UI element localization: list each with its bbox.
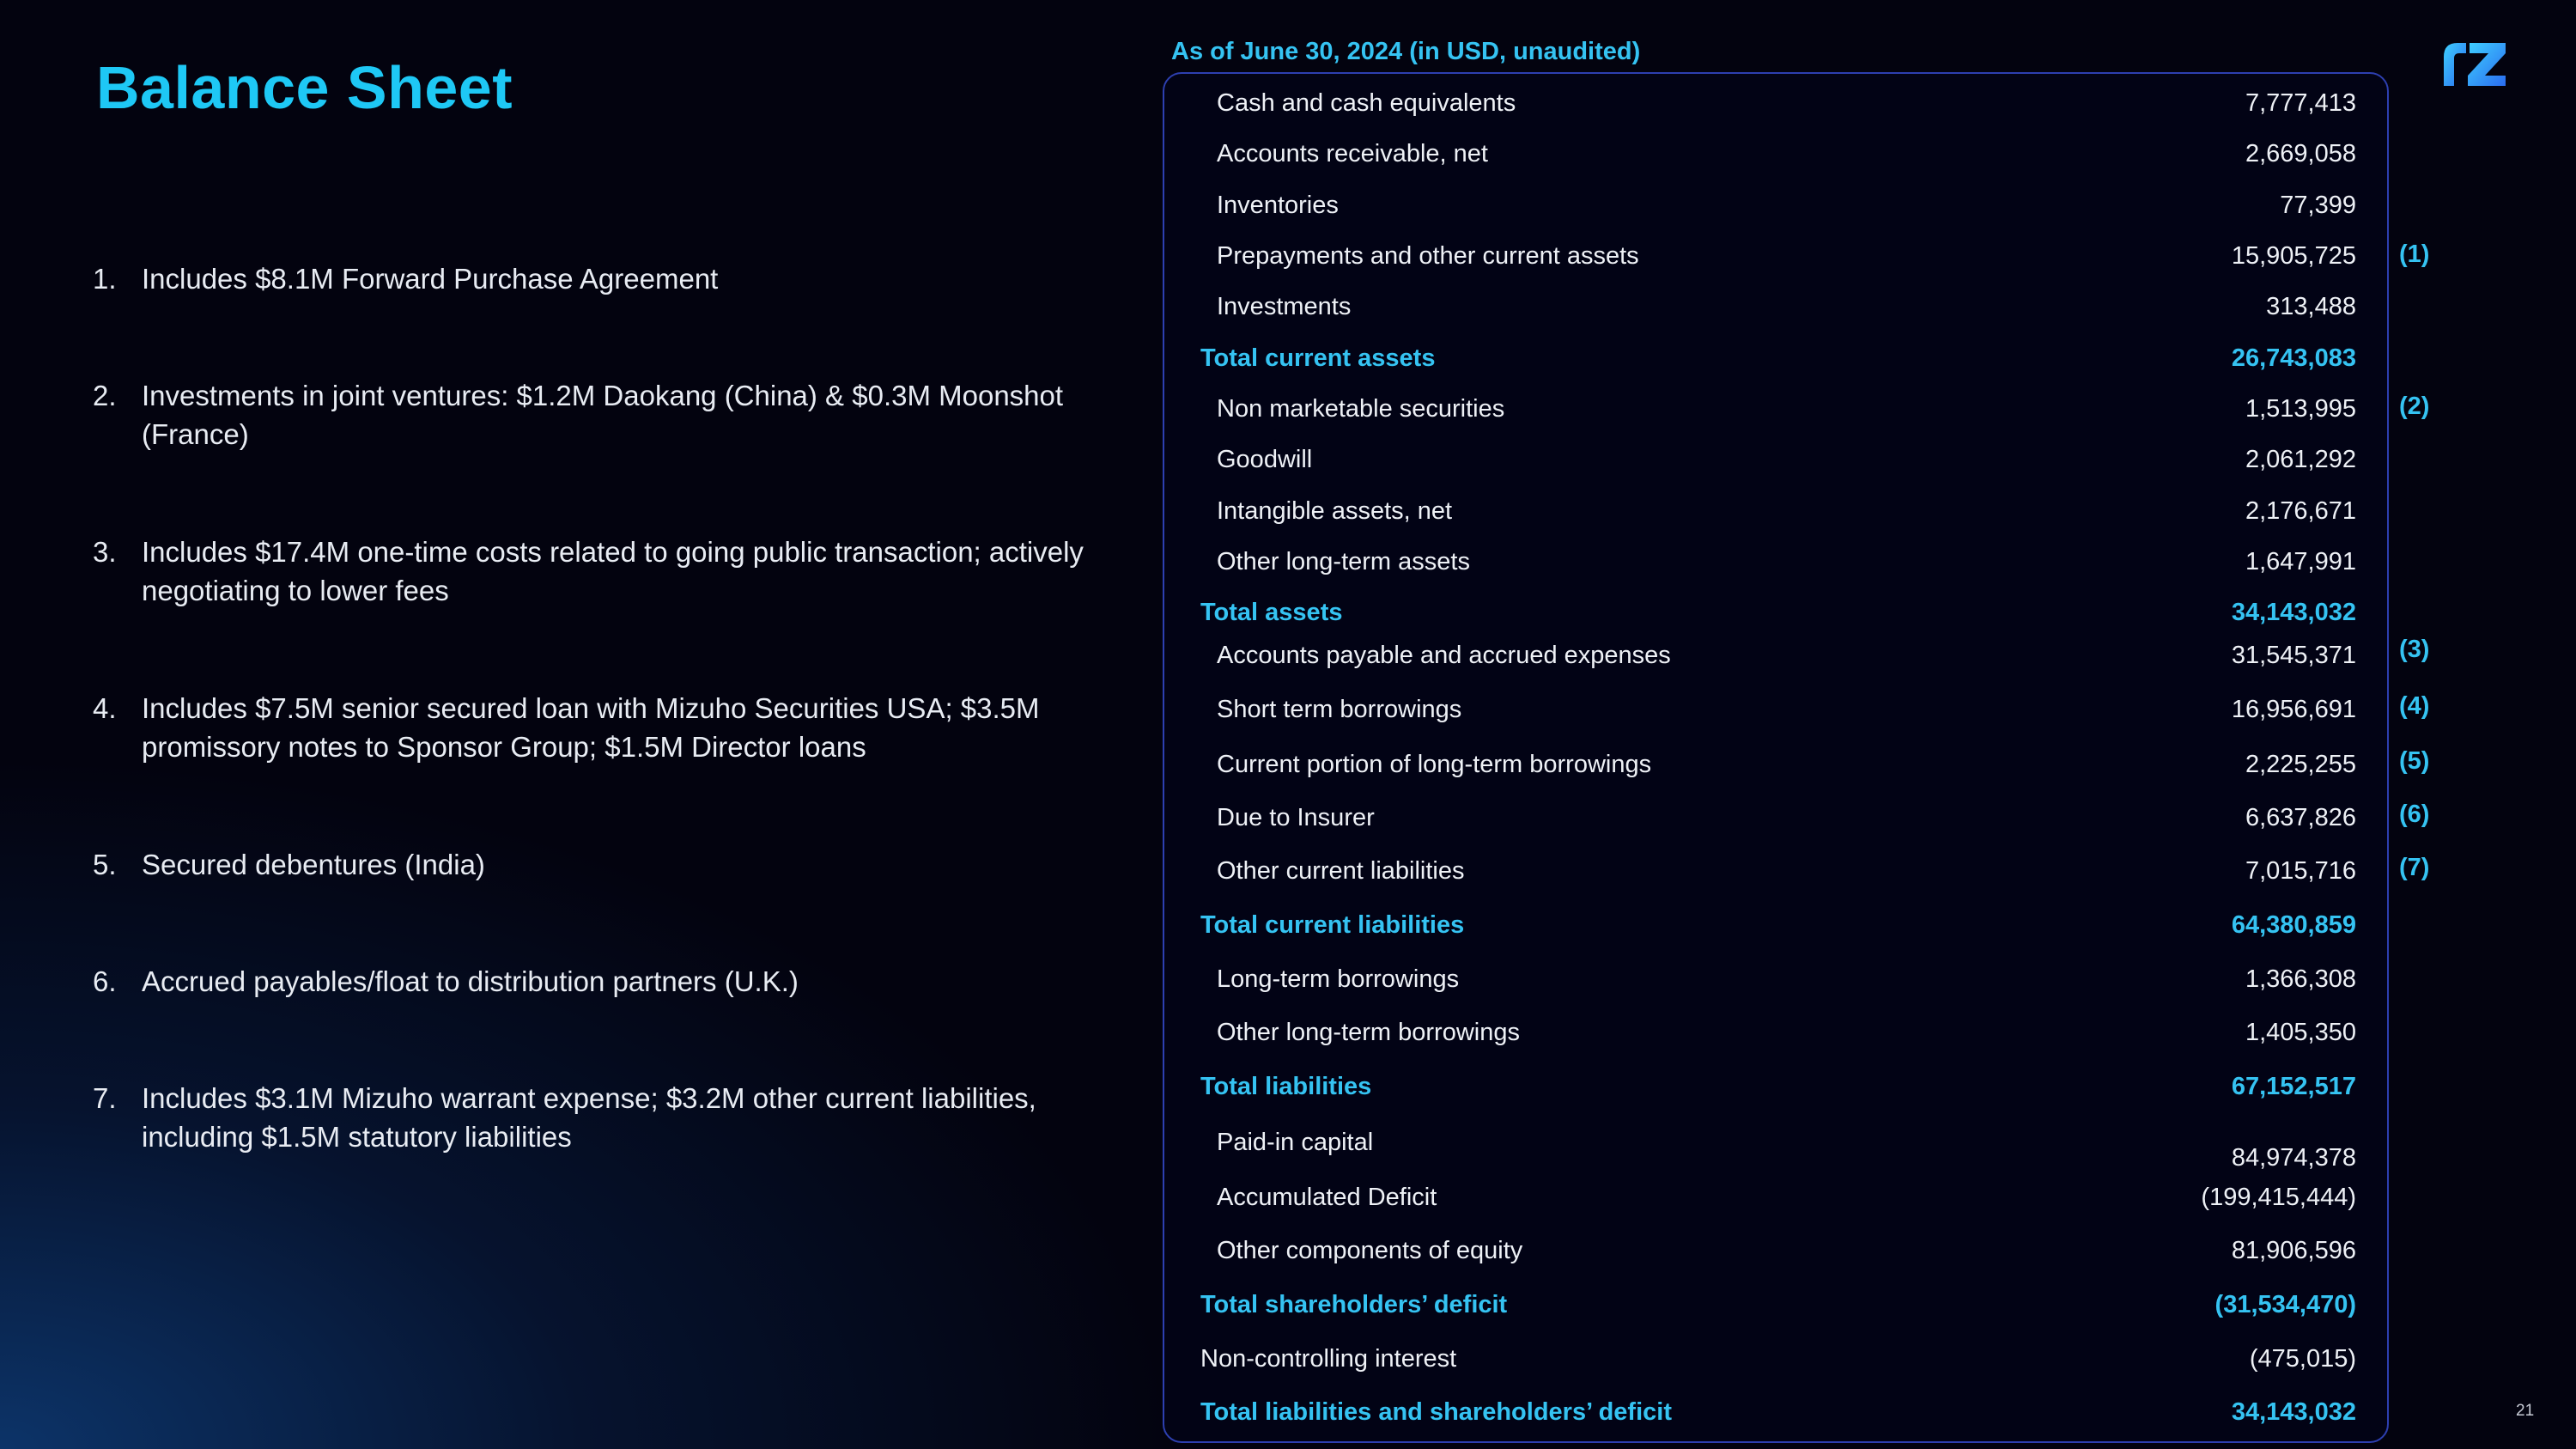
footnote-text: Accrued payables/float to distribution partners (U.K.) (142, 965, 799, 997)
table-row (1164, 1014, 2391, 1056)
row-value: 31,545,371 (2231, 642, 2356, 669)
footnote-ref-6: (6) (2399, 801, 2430, 828)
row-label: Total current assets (1200, 344, 1436, 372)
footnote-text: Includes $8.1M Forward Purchase Agreement (142, 263, 719, 295)
row-value: 1,647,991 (2245, 548, 2356, 575)
footnote-3 (93, 533, 1106, 610)
footnote-ref-5: (5) (2399, 747, 2430, 775)
total-row (1164, 1286, 2391, 1329)
row-label: Current portion of long-term borrowings (1217, 751, 1652, 778)
footnote-text: Includes $17.4M one-time costs related to going public transaction; actively negotiating to lower fees (142, 536, 1084, 606)
row-label: Total assets (1200, 599, 1343, 626)
table-row (1164, 746, 2391, 788)
table-row (1164, 237, 2391, 280)
row-value: 26,743,083 (2231, 344, 2356, 372)
row-value: 2,669,058 (2245, 140, 2356, 167)
row-label: Accounts receivable, net (1217, 140, 1488, 167)
page-title: Balance Sheet (96, 54, 513, 121)
footnote-2 (93, 376, 1106, 454)
row-label: Intangible assets, net (1217, 497, 1453, 525)
row-label: Short term borrowings (1217, 696, 1462, 723)
row-value: 1,513,995 (2245, 395, 2356, 423)
row-value: 2,176,671 (2245, 497, 2356, 525)
row-label: Paid-in capital (1217, 1129, 1374, 1156)
company-logo-icon (2440, 38, 2507, 88)
row-label: Other current liabilities (1217, 857, 1465, 885)
footnote-number: 3. (93, 536, 117, 568)
table-row (1164, 441, 2391, 484)
row-label: Due to Insurer (1217, 804, 1375, 831)
footnote-number: 7. (93, 1082, 117, 1114)
row-value: 7,015,716 (2245, 857, 2356, 885)
footnote-7 (93, 1079, 1106, 1156)
row-label: Other long-term assets (1217, 548, 1470, 575)
footnote-number: 6. (93, 965, 117, 997)
total-row (1164, 1068, 2391, 1111)
row-label: Other long-term borrowings (1217, 1019, 1520, 1046)
total-row (1164, 339, 2391, 382)
table-row (1164, 1178, 2391, 1221)
row-value: 34,143,032 (2231, 1398, 2356, 1426)
footnote-6 (93, 962, 1106, 1001)
table-row (1164, 186, 2391, 229)
footnote-number: 4. (93, 692, 117, 724)
row-label: Total liabilities and shareholders’ deficit (1200, 1398, 1672, 1426)
row-value: (31,534,470) (2215, 1291, 2356, 1318)
row-label: Total current liabilities (1200, 911, 1465, 939)
row-value: 1,366,308 (2245, 965, 2356, 993)
row-value: 34,143,032 (2231, 599, 2356, 626)
row-value: 15,905,725 (2231, 242, 2356, 270)
footnote-ref-1: (1) (2399, 240, 2430, 268)
footnote-text: Includes $7.5M senior secured loan with Mizuho Securities USA; $3.5M promissory notes to Sponsor Group; $1.5M Director loans (142, 692, 1040, 763)
footnote-4 (93, 689, 1106, 766)
table-row (1164, 543, 2391, 586)
row-label: Non marketable securities (1217, 395, 1505, 423)
table-row (1164, 1232, 2391, 1275)
row-value: 67,152,517 (2231, 1073, 2356, 1100)
row-value: 7,777,413 (2245, 89, 2356, 117)
total-row (1164, 906, 2391, 949)
row-label: Inventories (1217, 192, 1339, 219)
row-value: (199,415,444) (2201, 1184, 2356, 1211)
row-value: (475,015) (2249, 1345, 2356, 1373)
footnote-text: Secured debentures (India) (142, 849, 485, 880)
row-value: 64,380,859 (2231, 911, 2356, 939)
row-label: Cash and cash equivalents (1217, 89, 1516, 117)
row-value: 2,225,255 (2245, 751, 2356, 778)
row-label: Accumulated Deficit (1217, 1184, 1437, 1211)
footnote-number: 1. (93, 263, 117, 295)
total-row (1164, 1393, 2391, 1436)
total-row (1164, 594, 2391, 636)
table-row (1164, 84, 2391, 127)
footnote-1 (93, 259, 1106, 298)
footnote-number: 2. (93, 380, 117, 411)
row-value: 16,956,691 (2231, 696, 2356, 723)
table-row (1164, 390, 2391, 433)
footnote-number: 5. (93, 849, 117, 880)
table-row (1164, 799, 2391, 842)
row-value: 313,488 (2266, 293, 2356, 320)
row-label: Long-term borrowings (1217, 965, 1460, 993)
row-value: 77,399 (2280, 192, 2356, 219)
table-row (1164, 288, 2391, 331)
row-label: Investments (1217, 293, 1352, 320)
table-row (1164, 691, 2391, 734)
row-label: Prepayments and other current assets (1217, 242, 1639, 270)
table-row (1164, 135, 2391, 178)
row-value: 1,405,350 (2245, 1019, 2356, 1046)
row-value: 84,974,378 (2231, 1144, 2356, 1172)
footnote-ref-7: (7) (2399, 854, 2430, 881)
balance-sheet-table (1163, 72, 2389, 1443)
row-label: Total shareholders’ deficit (1200, 1291, 1508, 1318)
row-value: 2,061,292 (2245, 446, 2356, 473)
table-caption: As of June 30, 2024 (in USD, unaudited) (1171, 38, 1641, 65)
row-label: Non-controlling interest (1200, 1345, 1457, 1373)
footnote-ref-3: (3) (2399, 636, 2430, 663)
table-row (1164, 1123, 2391, 1180)
row-label: Goodwill (1217, 446, 1313, 473)
table-row (1164, 1340, 2391, 1383)
row-value: 81,906,596 (2231, 1237, 2356, 1264)
page-number: 21 (2516, 1402, 2535, 1420)
row-label: Other components of equity (1217, 1237, 1523, 1264)
table-row (1164, 960, 2391, 1003)
footnote-ref-4: (4) (2399, 692, 2430, 720)
footnote-text: Includes $3.1M Mizuho warrant expense; $3.2M other current liabilities, including $1.5M statutory liabilities (142, 1082, 1036, 1153)
row-value: 6,637,826 (2245, 804, 2356, 831)
row-label: Accounts payable and accrued expenses (1217, 642, 1671, 669)
table-row (1164, 636, 2391, 679)
footnote-5 (93, 845, 1106, 884)
footnote-text: Investments in joint ventures: $1.2M Daokang (China) & $0.3M Moonshot (France) (142, 380, 1064, 450)
table-row (1164, 492, 2391, 535)
footnote-ref-2: (2) (2399, 393, 2430, 420)
table-row (1164, 852, 2391, 895)
row-label: Total liabilities (1200, 1073, 1372, 1100)
